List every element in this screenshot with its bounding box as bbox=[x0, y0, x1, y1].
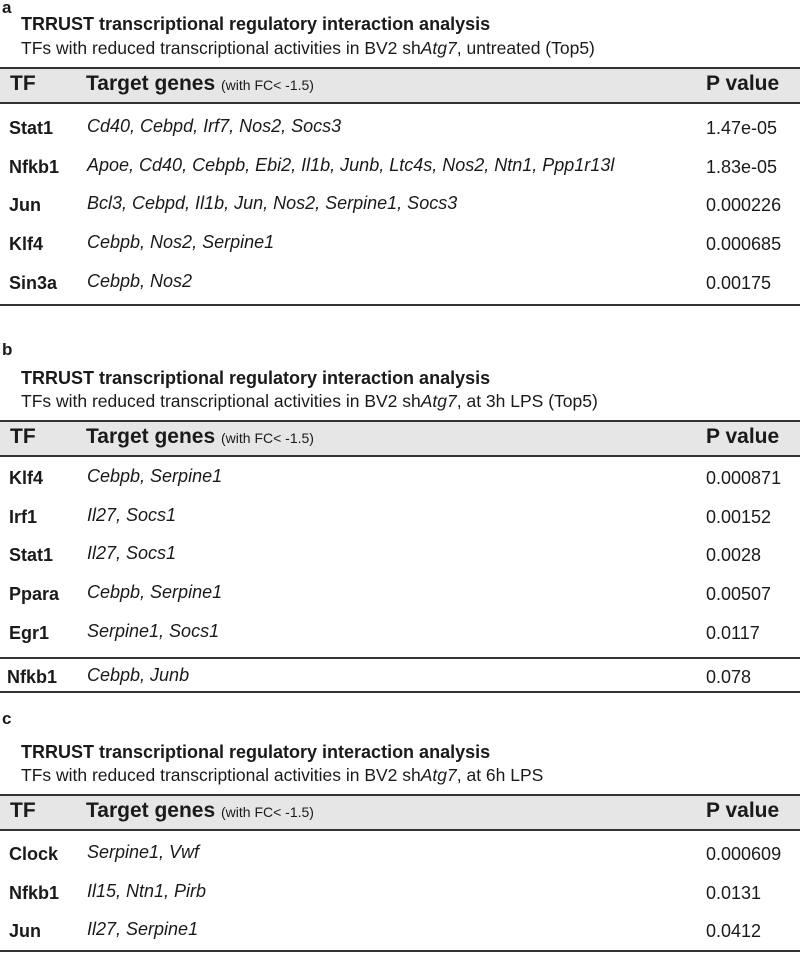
header-tf: TF bbox=[10, 799, 36, 822]
subtitle-gene: Atg7 bbox=[420, 765, 457, 785]
p-value: 0.000609 bbox=[706, 844, 782, 864]
subtitle-text: TFs with reduced transcriptional activities in BV2 sh bbox=[21, 38, 421, 58]
target-genes: Cebpb, Junb bbox=[87, 665, 190, 685]
table-bottom-rule bbox=[0, 304, 800, 306]
table-row bbox=[0, 271, 800, 297]
tf-name: Egr1 bbox=[9, 623, 50, 643]
target-genes: Serpine1, Vwf bbox=[87, 842, 200, 862]
target-genes: Cebpb, Serpine1 bbox=[87, 466, 223, 486]
table-row bbox=[0, 665, 800, 691]
table-row bbox=[0, 582, 800, 608]
table-bottom-rule bbox=[0, 691, 800, 693]
target-genes: Cebpb, Serpine1 bbox=[87, 582, 223, 602]
tf-name: Irf1 bbox=[9, 507, 38, 527]
p-value: 0.0412 bbox=[706, 921, 762, 941]
tf-name: Ppara bbox=[9, 584, 60, 604]
table-row bbox=[0, 193, 800, 219]
header-p-value: P value bbox=[706, 425, 780, 448]
p-value: 1.47e-05 bbox=[706, 118, 778, 138]
header-target-genes: Target genes (with FC< -1.5) bbox=[86, 425, 314, 448]
table-row bbox=[0, 155, 800, 181]
subtitle-text: TFs with reduced transcriptional activities in BV2 sh bbox=[21, 765, 421, 785]
table-row bbox=[0, 842, 800, 868]
target-genes: Cd40, Cebpd, Irf7, Nos2, Socs3 bbox=[87, 116, 342, 136]
subtitle-text: TFs with reduced transcriptional activities in BV2 sh bbox=[21, 391, 421, 411]
p-value: 0.0028 bbox=[706, 545, 762, 565]
panel-letter: a bbox=[2, 0, 12, 17]
header-target-genes: Target genes (with FC< -1.5) bbox=[86, 72, 314, 95]
p-value: 0.000685 bbox=[706, 234, 782, 254]
tf-name: Nfkb1 bbox=[7, 667, 58, 687]
panel-title: TRRUST transcriptional regulatory interaction analysis bbox=[21, 14, 491, 34]
panel-letter: c bbox=[2, 709, 12, 728]
tf-name: Stat1 bbox=[9, 118, 54, 138]
tf-name: Stat1 bbox=[9, 545, 54, 565]
p-value: 0.00152 bbox=[706, 507, 772, 527]
p-value: 0.0131 bbox=[706, 883, 762, 903]
table-row bbox=[0, 543, 800, 569]
table-row bbox=[0, 505, 800, 531]
table-bottom-rule bbox=[0, 950, 800, 952]
p-value: 0.000226 bbox=[706, 195, 782, 215]
panel-letter: b bbox=[2, 340, 13, 359]
header-target-note: (with FC< -1.5) bbox=[221, 804, 314, 820]
subtitle-condition: , at 3h LPS (Top5) bbox=[456, 391, 598, 411]
panel-title: TRRUST transcriptional regulatory interaction analysis bbox=[21, 368, 491, 388]
panel-title: TRRUST transcriptional regulatory interaction analysis bbox=[21, 742, 491, 762]
header-p-value: P value bbox=[706, 799, 780, 822]
p-value: 0.078 bbox=[706, 667, 752, 687]
p-value: 0.000871 bbox=[706, 468, 782, 488]
panel-subtitle bbox=[21, 38, 595, 59]
p-value: 0.00507 bbox=[706, 584, 772, 604]
tf-name: Clock bbox=[9, 844, 59, 864]
target-genes: Apoe, Cd40, Cebpb, Ebi2, Il1b, Junb, Ltc4s, Nos2, Ntn1, Ppp1r13l bbox=[87, 155, 615, 175]
target-genes: Serpine1, Socs1 bbox=[87, 621, 220, 641]
header-tf: TF bbox=[10, 425, 36, 448]
tf-name: Nfkb1 bbox=[9, 883, 60, 903]
table-row bbox=[0, 919, 800, 945]
header-target-genes: Target genes (with FC< -1.5) bbox=[86, 799, 314, 822]
subtitle-gene: Atg7 bbox=[420, 391, 457, 411]
target-genes: Cebpb, Nos2 bbox=[87, 271, 193, 291]
tf-name: Jun bbox=[9, 921, 42, 941]
target-genes: Il27, Socs1 bbox=[87, 543, 177, 563]
table-row bbox=[0, 881, 800, 907]
target-genes: Il15, Ntn1, Pirb bbox=[87, 881, 207, 901]
target-genes: Il27, Socs1 bbox=[87, 505, 177, 525]
p-value: 1.83e-05 bbox=[706, 157, 778, 177]
tf-name: Jun bbox=[9, 195, 42, 215]
p-value: 0.0117 bbox=[706, 623, 760, 643]
target-genes: Bcl3, Cebpd, Il1b, Jun, Nos2, Serpine1, Socs3 bbox=[87, 193, 458, 213]
header-p-value: P value bbox=[706, 72, 780, 95]
subtitle-gene: Atg7 bbox=[420, 38, 457, 58]
table-row bbox=[0, 466, 800, 492]
panel-subtitle bbox=[21, 391, 598, 412]
table-row bbox=[0, 621, 800, 647]
table-header bbox=[0, 420, 800, 457]
table-header bbox=[0, 794, 800, 831]
panel-subtitle bbox=[21, 765, 543, 786]
table-row bbox=[0, 232, 800, 258]
subtitle-condition: , at 6h LPS bbox=[456, 765, 544, 785]
target-genes: Cebpb, Nos2, Serpine1 bbox=[87, 232, 275, 252]
table-header bbox=[0, 67, 800, 104]
header-tf: TF bbox=[10, 72, 36, 95]
tf-name: Klf4 bbox=[9, 468, 44, 488]
tf-name: Sin3a bbox=[9, 273, 58, 293]
header-target-note: (with FC< -1.5) bbox=[221, 77, 314, 93]
table-row bbox=[0, 116, 800, 142]
target-genes: Il27, Serpine1 bbox=[87, 919, 199, 939]
header-target-note: (with FC< -1.5) bbox=[221, 430, 314, 446]
p-value: 0.00175 bbox=[706, 273, 772, 293]
table-separator-rule bbox=[0, 657, 800, 659]
tf-name: Nfkb1 bbox=[9, 157, 60, 177]
tf-name: Klf4 bbox=[9, 234, 44, 254]
subtitle-condition: , untreated (Top5) bbox=[456, 38, 595, 58]
